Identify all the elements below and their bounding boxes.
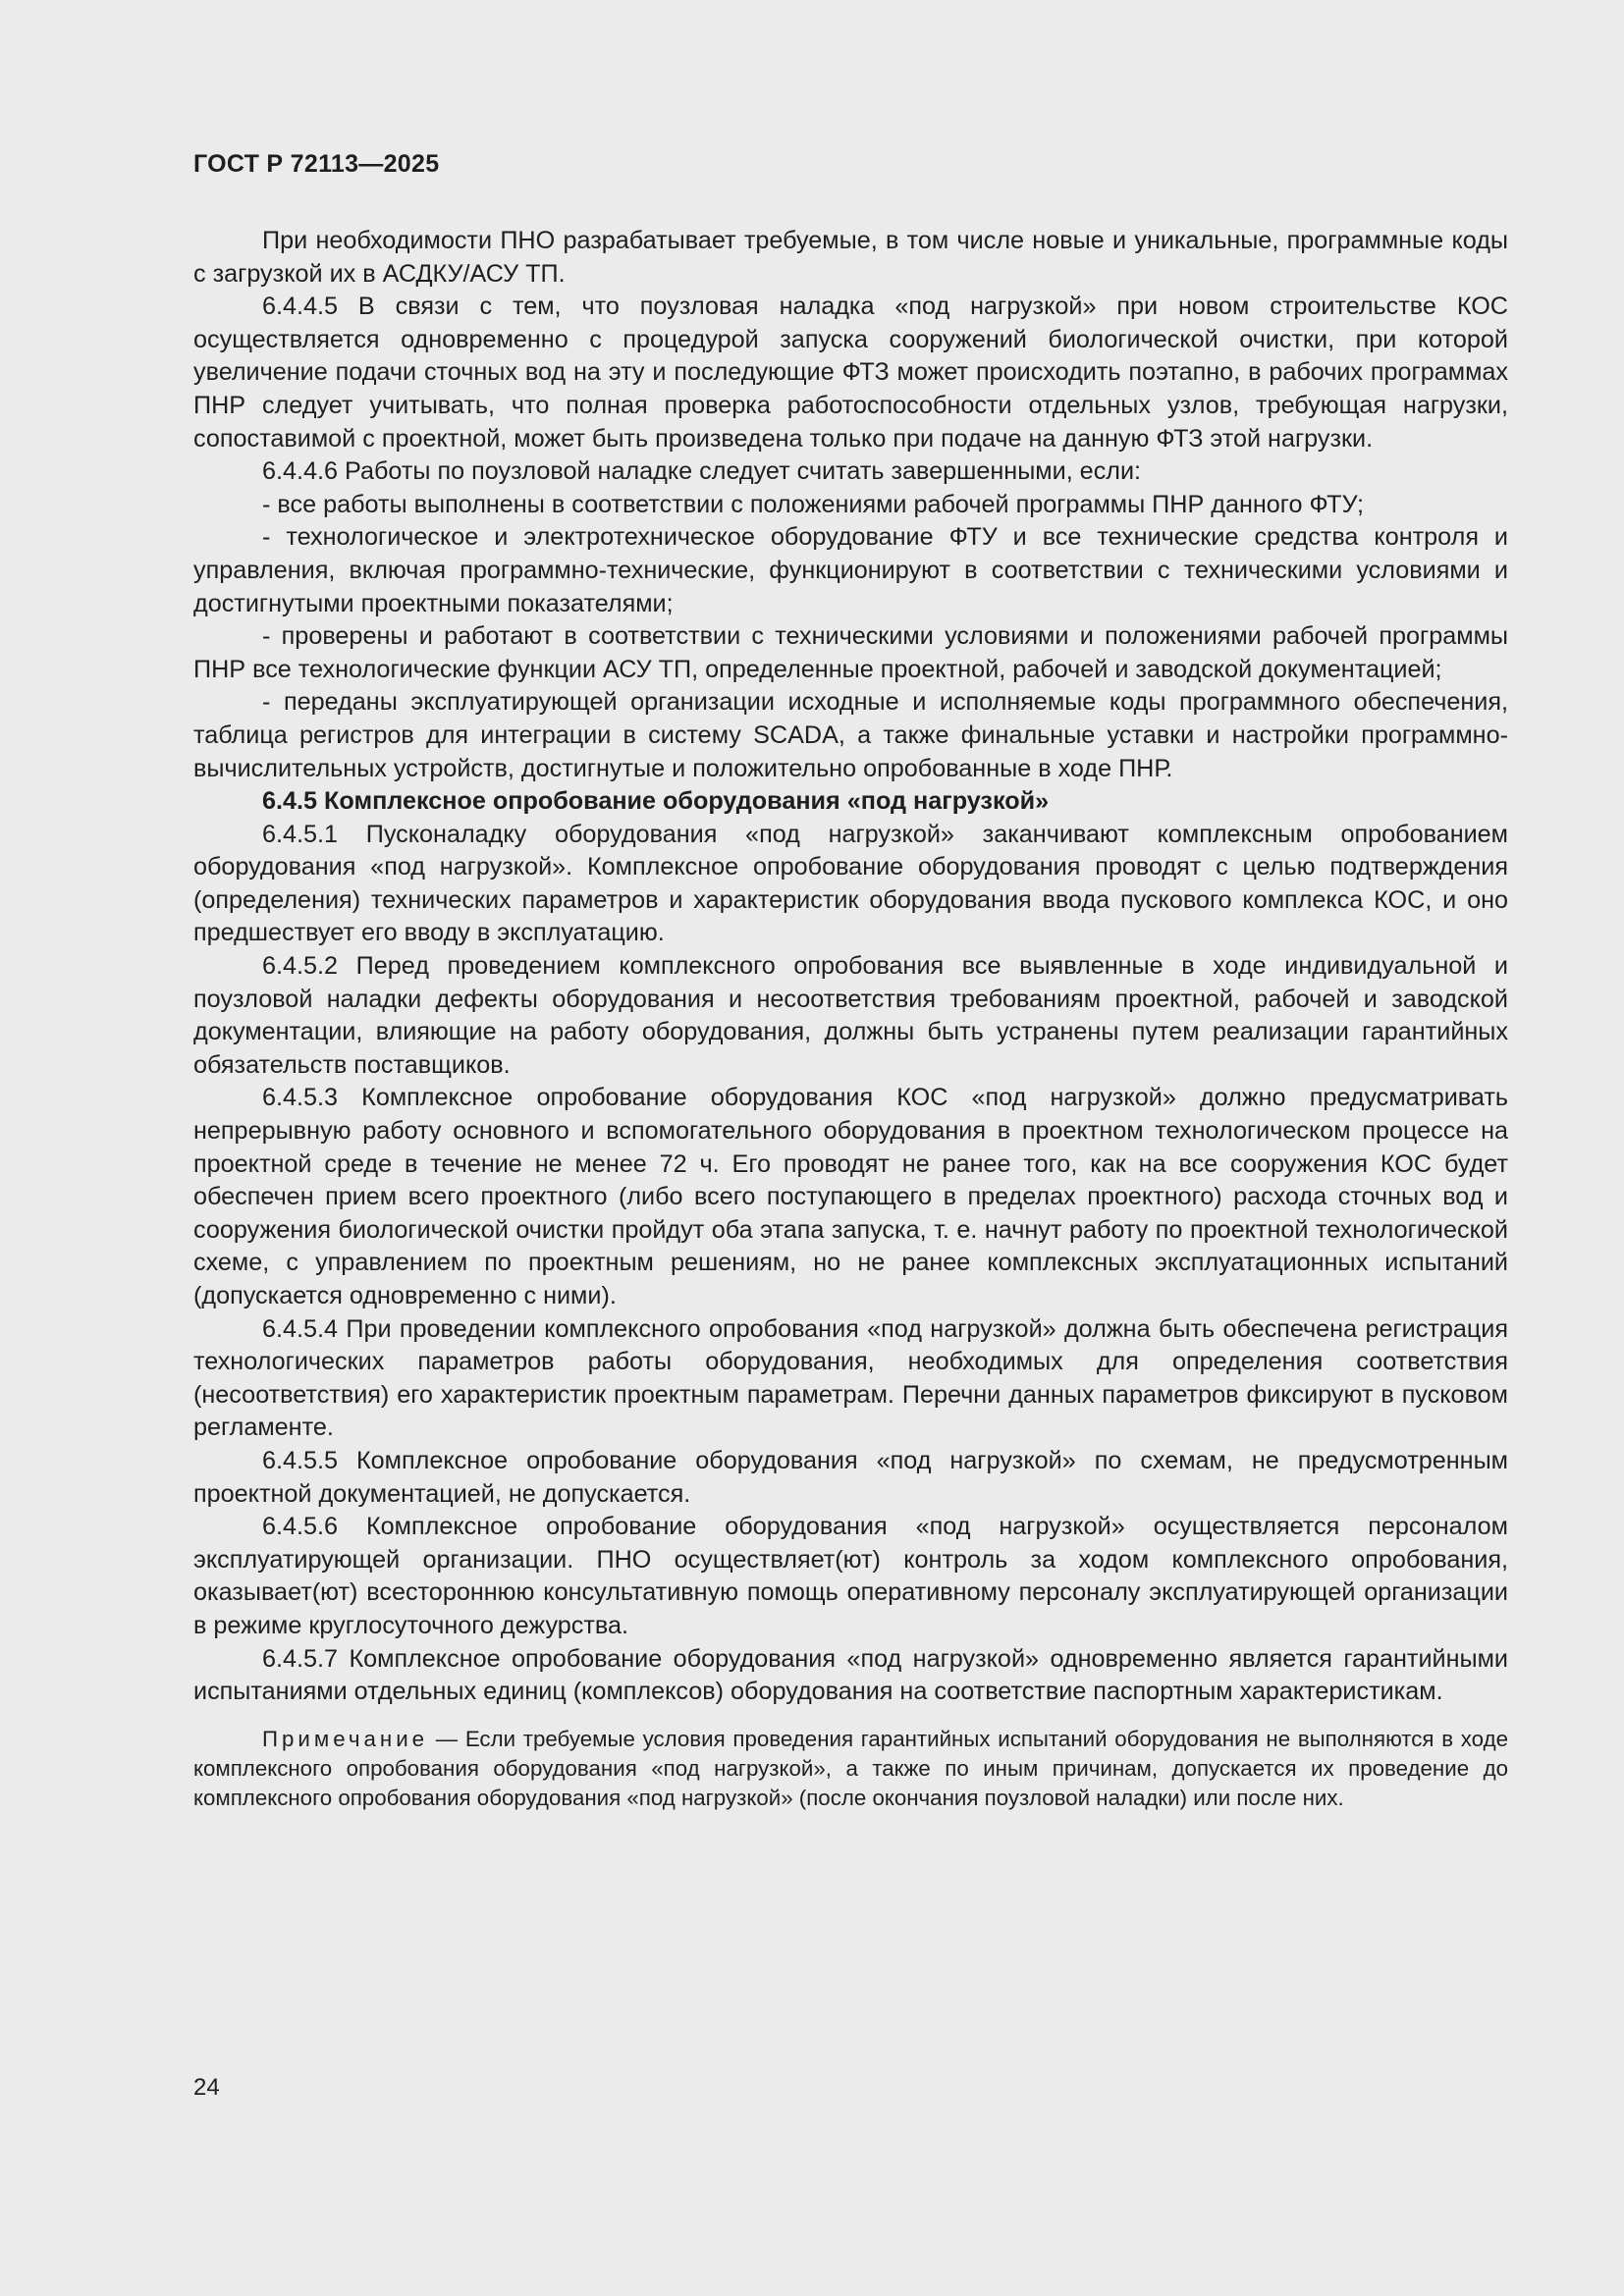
note-label: Примечание <box>262 1726 429 1751</box>
paragraph: 6.4.5.7 Комплексное опробование оборудования «под нагрузкой» одновременно является гарантийными испытаниями отдельных единиц (комплексов) оборудования на соответствие паспортным характеристикам. <box>193 1644 1508 1706</box>
note <box>193 1725 1508 1813</box>
list-item: - технологическое и электротехническое оборудование ФТУ и все технические средства контроля и управления, включая программно-технические, функционируют в соответствии с техническими условиями и достигнутыми проектными показателями; <box>193 523 1508 617</box>
document-header: ГОСТ Р 72113—2025 <box>193 150 440 178</box>
list-item: - все работы выполнены в соответствии с положениями рабочей программы ПНР данного ФТУ; <box>262 490 1365 518</box>
paragraph: 6.4.5.6 Комплексное опробование оборудования «под нагрузкой» осуществляется персоналом эксплуатирующей организации. ПНО осуществляет(ют) контроль за ходом комплексного опробования, оказывает(ют) всестороннюю консультативную помощь оперативному персоналу эксплуатирующей организации в режиме круглосуточного дежурства. <box>193 1513 1508 1639</box>
document-body <box>193 225 1508 1813</box>
page-number: 24 <box>193 2074 220 2101</box>
section-heading: 6.4.5 Комплексное опробование оборудования «под нагрузкой» <box>262 787 1050 816</box>
paragraph: 6.4.4.6 Работы по поузловой наладке следует считать завершенными, если: <box>262 457 1142 486</box>
paragraph: 6.4.5.2 Перед проведением комплексного опробования все выявленные в ходе индивидуальной и поузловой наладки дефекты оборудования и несоответствия требованиям проектной, рабочей и заводской документации, влияющие на работу оборудования, должны быть устранены путем реализации гарантийных обязательств поставщиков. <box>193 952 1508 1079</box>
paragraph: 6.4.5.1 Пусконаладку оборудования «под нагрузкой» заканчивают комплексным опробованием оборудования «под нагрузкой». Комплексное опробование оборудования проводят с целью подтверждения (определения) технических параметров и характеристик оборудования ввода пускового комплекса КОС, и оно предшествует его вводу в эксплуатацию. <box>193 820 1508 947</box>
paragraph: 6.4.5.4 При проведении комплексного опробования «под нагрузкой» должна быть обеспечена регистрация технологических параметров работы оборудования, необходимых для определения соответствия (несоответствия) его характеристик проектным параметрам. Перечни данных параметров фиксируют в пусковом регламенте. <box>193 1314 1508 1442</box>
paragraph: 6.4.5.3 Комплексное опробование оборудования КОС «под нагрузкой» должно предусматривать непрерывную работу основного и вспомогательного оборудования в проектном технологическом процессе на проектной среде в течение не менее 72 ч. Его проводят не ранее того, как на все сооружения КОС будет обеспечен прием всего проектного (либо всего поступающего в пределах проектного) расхода сточных вод и сооружения биологической очистки пройдут оба этапа запуска, т. е. начнут работу по проектной технологической схеме, с управлением по проектным решениям, но не ранее комплексных эксплуатационных испытаний (допускается одновременно с ними). <box>193 1084 1508 1309</box>
list-item: - проверены и работают в соответствии с техническими условиями и положениями рабочей программы ПНР все технологические функции АСУ ТП, определенные проектной, рабочей и заводской документацией; <box>193 622 1508 683</box>
list-item: - переданы эксплуатирующей организации исходные и исполняемые коды программного обеспечения, таблица регистров для интеграции в систему SCADA, а также финальные уставки и настройки программно-вычислительных устройств, достигнутые и положительно опробованные в ходе ПНР. <box>193 688 1508 782</box>
paragraph: 6.4.5.5 Комплексное опробование оборудования «под нагрузкой» по схемам, не предусмотренным проектной документацией, не допускается. <box>193 1446 1508 1508</box>
paragraph: При необходимости ПНО разрабатывает требуемые, в том числе новые и уникальные, программные коды с загрузкой их в АСДКУ/АСУ ТП. <box>193 227 1508 288</box>
note-dash: — <box>428 1726 465 1751</box>
paragraph: 6.4.4.5 В связи с тем, что поузловая наладка «под нагрузкой» при новом строительстве КОС осуществляется одновременно с процедурой запуска сооружений биологической очистки, при которой увеличение подачи сточных вод на эту и последующие ФТЗ может происходить поэтапно, в рабочих программах ПНР следует учитывать, что полная проверка работоспособности отдельных узлов, требующая нагрузки, сопоставимой с проектной, может быть произведена только при подаче на данную ФТЗ этой нагрузки. <box>193 293 1508 453</box>
note-text: Если требуемые условия проведения гарантийных испытаний оборудования не выполняются в ходе комплексного опробования оборудования «под нагрузкой», а также по иным причинам, допускается их проведение до комплексного опробования оборудования «под нагрузкой» (после окончания поузловой наладки) или после них. <box>193 1726 1508 1810</box>
